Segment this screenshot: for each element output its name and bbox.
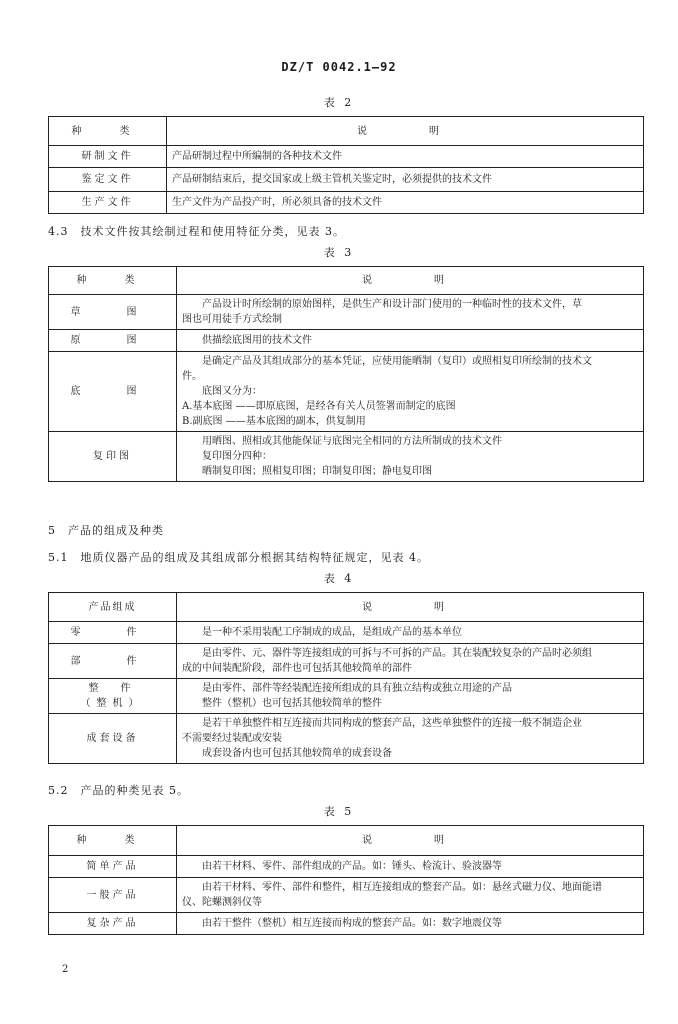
table-3-desc-line: 复印图分四种： — [202, 451, 272, 462]
table-3-desc-line: A.基本底图 ——即原底图，是经各有关人员签署而制定的底图 — [182, 401, 456, 412]
table-4-kind: 整 件 （整机） — [49, 679, 177, 714]
table-5-desc-line: 由若干材料、零件、部件组成的产品。如：锤头、检流计、验波器等 — [202, 861, 502, 872]
paragraph-4-3: 4.3 技术文件按其绘制过程和使用特征分类，见表 3。 — [48, 225, 345, 238]
table-3-kind: 复印图 — [49, 432, 177, 482]
table-4-kind: 零 件 — [49, 622, 177, 644]
table-2-kind: 研制文件 — [49, 146, 167, 168]
table-4-header-desc: 说 明 — [177, 593, 644, 622]
paragraph-5-2: 5.2 产品的种类见表 5。 — [48, 784, 189, 797]
table-5-desc-line: 由若干材料、零件、部件和整件，相互连接组成的整套产品。如：悬丝式磁力仪、地面能谱 — [202, 882, 602, 893]
table-4-desc-line: 不需要经过装配或安装 — [182, 733, 282, 744]
table-3-desc-line: B.副底图 ——基本底图的副本，供复制用 — [182, 416, 366, 427]
table-4-header-kind: 产品组成 — [49, 593, 177, 622]
table-4-desc-line: 是由零件、部件等经装配连接所组成的具有独立结构或独立用途的产品 — [202, 683, 512, 694]
table-3-desc-line: 产品设计时所绘制的原始图样，是供生产和设计部门使用的一种临时性的技术文件，草 — [202, 299, 582, 310]
table-2-kind: 生产文件 — [49, 192, 167, 214]
table-4-desc-line: 成套设备内也可包括其他较简单的成套设备 — [202, 748, 392, 759]
table-5-desc-line: 由若干整件（整机）相互连接而构成的整套产品。如：数字地震仪等 — [202, 918, 502, 929]
table-5-caption: 表 5 — [323, 805, 355, 818]
table-5-kind: 复杂产品 — [49, 913, 177, 935]
table-4-kind: 成套设备 — [49, 714, 177, 764]
table-2-caption: 表 2 — [323, 96, 355, 109]
table-3-desc-line: 件。 — [182, 371, 202, 382]
table-4-desc-line: 成的中间装配阶段，部件也可包括其他较简单的部件 — [182, 663, 412, 674]
document-header: DZ/T 0042.1—92 — [281, 60, 397, 74]
table-2-header-desc: 说 明 — [167, 117, 644, 146]
table-5-kind: 简单产品 — [49, 856, 177, 878]
table-2-desc: 生产文件为产品投产时，所必须具备的技术文件 — [167, 192, 644, 214]
table-2-header-kind: 种 类 — [49, 117, 167, 146]
table-3-kind: 底 图 — [49, 352, 177, 432]
table-4-desc-line: 是一种不采用装配工序制成的成品，是组成产品的基本单位 — [202, 627, 462, 638]
table-4-desc-line: 整件（整机）也可包括其他较简单的整件 — [202, 698, 382, 709]
table-2-desc: 产品研制结束后，提交国家或上级主管机关鉴定时，必须提供的技术文件 — [167, 168, 644, 192]
table-3-caption: 表 3 — [323, 246, 355, 259]
table-2-kind: 鉴定文件 — [49, 168, 167, 192]
table-4 — [48, 592, 644, 764]
section-5-heading: 5 产品的组成及种类 — [48, 524, 164, 537]
table-4-caption: 表 4 — [323, 572, 355, 585]
table-2 — [48, 116, 644, 214]
table-3-header-kind: 种 类 — [49, 267, 177, 295]
table-4-desc-line: 是由零件、元、器件等连接组成的可拆与不可拆的产品。其在装配较复杂的产品时必须组 — [202, 648, 592, 659]
table-5 — [48, 825, 644, 935]
table-3-desc-line: 图也可用徒手方式绘制 — [182, 314, 282, 325]
table-3 — [48, 266, 644, 482]
table-4-kind: 部 件 — [49, 644, 177, 679]
table-5-header-desc: 说 明 — [177, 826, 644, 856]
table-3-desc-line: 底图又分为： — [202, 386, 262, 397]
table-3-header-desc: 说 明 — [177, 267, 644, 295]
table-3-desc-line: 供描绘底图用的技术文件 — [202, 335, 312, 346]
table-5-kind: 一般产品 — [49, 878, 177, 913]
table-5-header-kind: 种 类 — [49, 826, 177, 856]
table-3-kind: 原 图 — [49, 330, 177, 352]
paragraph-5-1: 5.1 地质仪器产品的组成及其组成部分根据其结构特征规定，见表 4。 — [48, 551, 429, 564]
table-3-desc-line: 用晒图、照相或其他能保证与底图完全相同的方法所制成的技术文件 — [202, 436, 502, 447]
table-3-desc-line: 是确定产品及其组成部分的基本凭证，应使用能晒制（复印）或照相复印所绘制的技术文 — [202, 356, 592, 367]
table-3-desc-line: 晒制复印图；照相复印图；印制复印图；静电复印图 — [202, 466, 432, 477]
page-number: 2 — [62, 964, 69, 975]
table-5-desc-line: 仪、陀螺测斜仪等 — [182, 897, 262, 908]
table-2-desc: 产品研制过程中所编制的各种技术文件 — [167, 146, 644, 168]
table-4-desc-line: 是若干单独整件相互连接而共同构成的整套产品，这些单独整件的连接一般不制造企业 — [202, 718, 582, 729]
table-3-kind: 草 图 — [49, 295, 177, 330]
